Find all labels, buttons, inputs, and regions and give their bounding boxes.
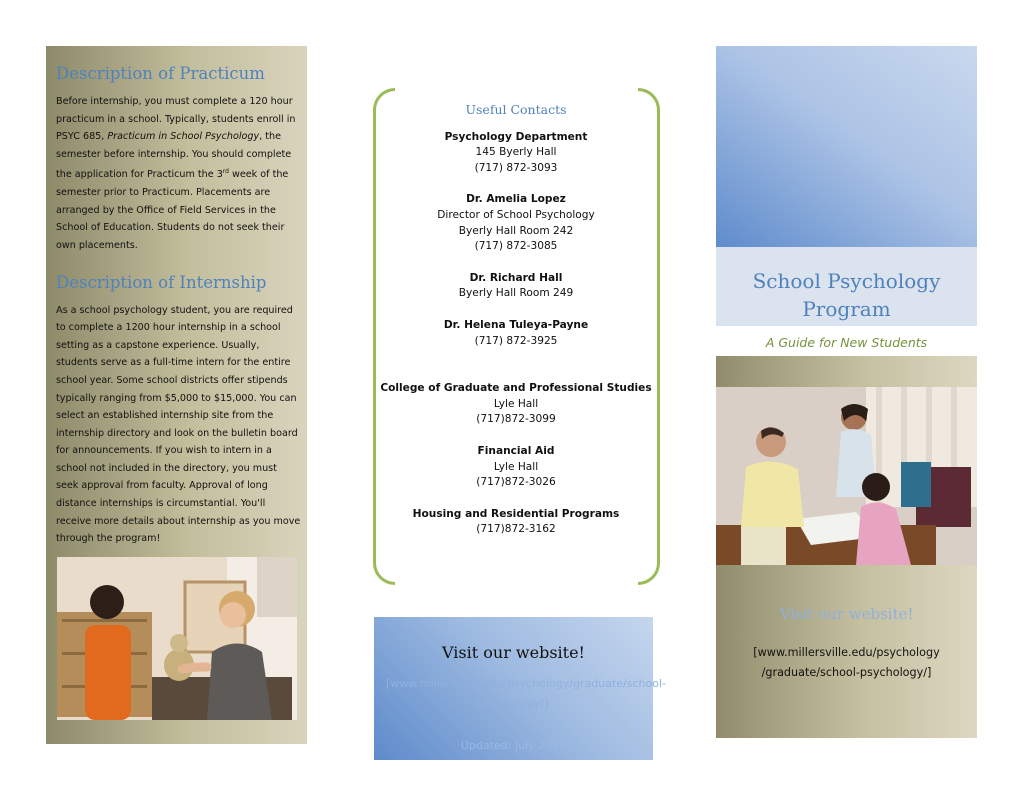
contact-helena-tuleya-payne — [380, 318, 652, 349]
cover-title-box — [716, 247, 977, 326]
website-link-line1: [www.millersville.edu/psychology — [753, 646, 940, 659]
contact-financial-aid — [380, 444, 652, 491]
contact-line: (717) 872-3925 — [474, 334, 558, 347]
contact-line: Byerly Hall Room 249 — [458, 287, 574, 300]
website-box — [374, 617, 666, 760]
contact-line: Director of School Psychology — [437, 208, 595, 221]
website-link-line2: /graduate/school-psychology/] — [761, 666, 932, 679]
contact-line: (717) 872-3093 — [474, 161, 558, 174]
updated-date: Updated: July 2012 — [460, 739, 567, 752]
visit-website-heading: Visit our website! — [442, 643, 585, 662]
website-link[interactable]: [www.millersville.edu/psychology/graduate/school-psychology/] — [386, 677, 666, 710]
practicum-text — [56, 93, 302, 255]
contact-richard-hall — [380, 271, 652, 302]
practicum-text-part3: week of the semester prior to Practicum. Placements are arranged by the Office of Field Services in the School of Education. Students do not seek their own placements. — [56, 169, 289, 251]
photo-illustration — [716, 387, 977, 565]
cover-title: School Psychology Program — [752, 269, 941, 321]
contact-line: (717)872-3162 — [476, 523, 556, 536]
right-lower-panel — [716, 356, 977, 738]
contact-line: Byerly Hall Room 242 — [458, 224, 574, 237]
contact-line: 145 Byerly Hall — [475, 146, 557, 159]
practicum-text-part2: , the semester before internship. You should complete the application for Practicum the 3 — [56, 131, 292, 181]
website-link[interactable] — [726, 643, 967, 683]
contact-line: Lyle Hall — [493, 460, 539, 473]
photo-child-with-psychologist — [57, 557, 297, 720]
practicum-text-part1: Before internship, you must complete a 120 hour practicum in a school. Typically, students enroll in PSYC 685, — [56, 96, 296, 143]
contact-name: Dr. Richard Hall — [469, 271, 563, 284]
internship-heading: Description of Internship — [56, 272, 267, 292]
useful-contacts — [380, 102, 652, 554]
contact-name: Dr. Helena Tuleya-Payne — [443, 318, 589, 331]
contact-amelia-lopez — [380, 192, 652, 254]
contact-graduate-studies — [380, 381, 652, 428]
cover-blue-block — [716, 46, 977, 247]
contacts-title: Useful Contacts — [465, 102, 567, 117]
contact-name: Financial Aid — [477, 444, 555, 457]
cover-subtitle: A Guide for New Students — [765, 335, 928, 350]
contact-name: Housing and Residential Programs — [412, 507, 620, 520]
contact-name: Dr. Amelia Lopez — [466, 193, 566, 206]
contact-psychology-department — [380, 130, 652, 177]
photo-students-studying — [716, 387, 977, 565]
internship-text: As a school psychology student, you are required to complete a 1200 hour internship in a school setting as a capstone experience. Usually, students serve as a full-time intern for the entire school year. Some school districts offer stipends typically ranging from $5,000 to $15,000. You can select an established internship site from the internship directory and look on the bulletin board for announcements. If you wish to intern in a school not included in the directory, you must seek approval from faculty. Approval of long distance internships is circumstantial. You'll receive more details about internship as you move through the program! — [56, 304, 301, 545]
contact-line: (717)872-3026 — [476, 476, 556, 489]
contact-line: Lyle Hall — [493, 397, 539, 410]
practicum-heading: Description of Practicum — [56, 64, 265, 83]
left-panel — [46, 46, 307, 744]
visit-website-heading: Visit our website! — [779, 605, 914, 623]
contact-line: (717) 872-3085 — [474, 240, 558, 253]
contact-name: Psychology Department — [444, 130, 588, 143]
practicum-superscript: rd — [222, 168, 229, 176]
photo-illustration — [57, 557, 297, 720]
practicum-course-title: Practicum in School Psychology — [107, 131, 260, 143]
contact-line: (717)872-3099 — [476, 413, 556, 426]
contact-name: College of Graduate and Professional Studies — [380, 382, 652, 395]
contact-housing — [380, 507, 652, 538]
